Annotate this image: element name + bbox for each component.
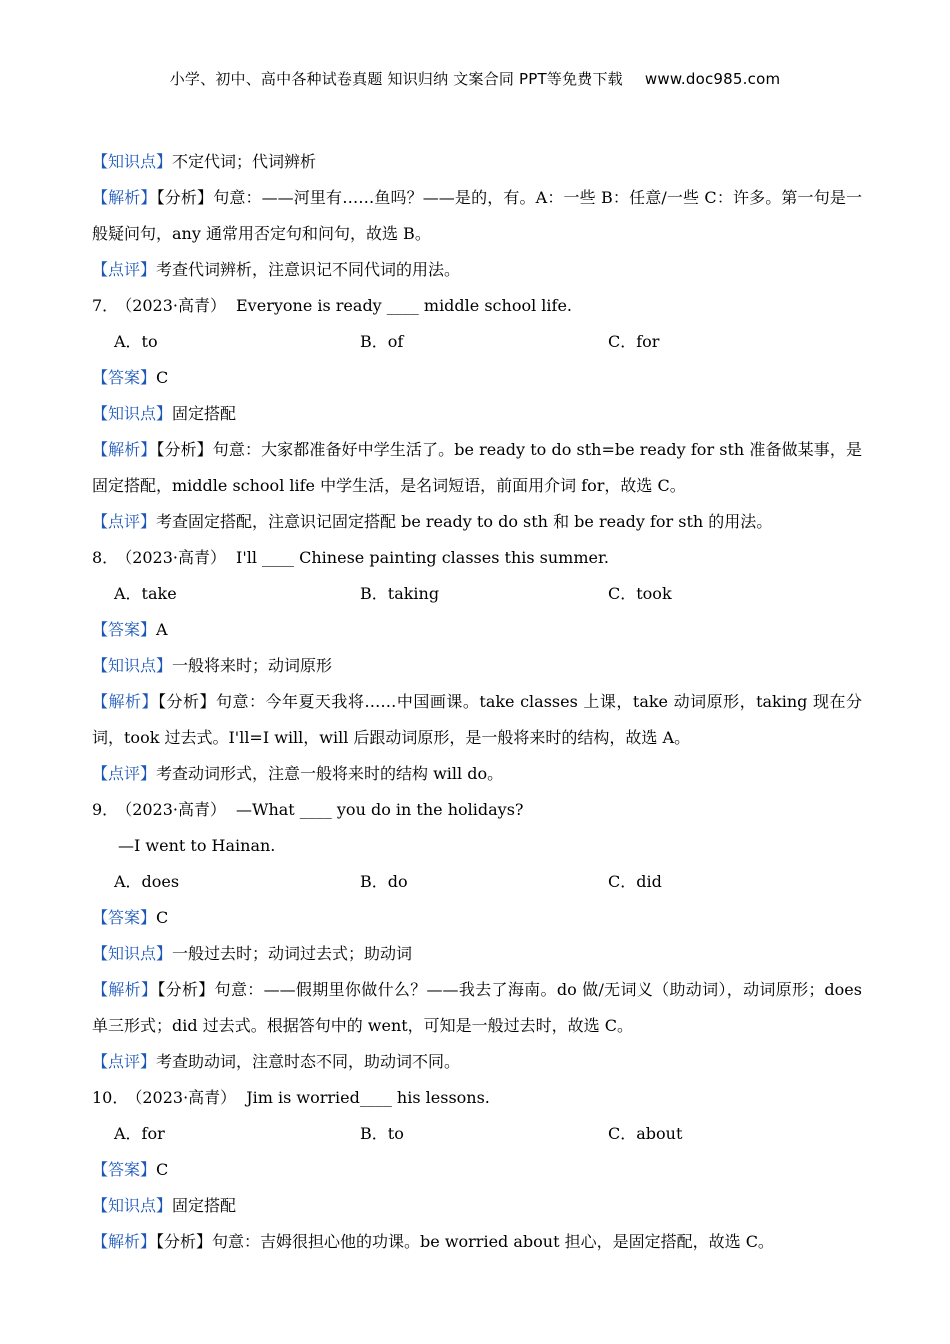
comment-tag: 【点评】 <box>92 260 157 279</box>
q9-options <box>92 864 862 900</box>
q8-analysis: 【解析】【分析】句意：今年夏天我将……中国画课。take classes 上课，take 动词原形，taking 现在分词，took 过去式。I'll=I will，will 后跟动词原形，是一般将来时的结构，故选 A。 <box>92 692 862 747</box>
answer-tag: 【答案】 <box>92 368 157 387</box>
option-a: A．to <box>114 332 158 351</box>
question-9-reply: —I went to Hainan. <box>118 836 276 855</box>
q7-knowledge: 【知识点】固定搭配 <box>92 404 237 423</box>
analysis-tag: 【解析】 <box>92 1232 157 1251</box>
comment-tag: 【点评】 <box>92 1052 157 1071</box>
q7-comment: 【点评】考查固定搭配，注意识记固定搭配 be ready to do sth 和 be ready for sth 的用法。 <box>92 512 773 531</box>
question-8: 8． （2023·高青） I'll ____ Chinese painting classes this summer. <box>92 548 609 567</box>
fenxi-tag: 【分析】 <box>156 440 213 459</box>
prev-analysis: 【解析】【分析】句意：——河里有……鱼吗？——是的，有。A：一些 B：任意/一些 C：许多。第一句是一般疑问句，any 通常用否定句和问句，故选 B。 <box>92 188 862 243</box>
q10-analysis: 【解析】【分析】句意：吉姆很担心他的功课。be worried about 担心，是固定搭配，故选 C。 <box>92 1232 774 1251</box>
question-7: 7． （2023·高青） Everyone is ready ____ middle school life. <box>92 296 572 315</box>
prev-comment: 【点评】考查代词辨析，注意识记不同代词的用法。 <box>92 260 461 279</box>
q10-answer: 【答案】C <box>92 1160 169 1179</box>
fenxi-tag: 【分析】 <box>156 188 214 207</box>
option-c: C．about <box>608 1124 683 1143</box>
q10-knowledge: 【知识点】固定搭配 <box>92 1196 237 1215</box>
q7-options <box>92 324 862 360</box>
header-text: 小学、初中、高中各种试卷真题 知识归纳 文案合同 PPT等免费下载 <box>169 70 623 88</box>
header-url[interactable]: www.doc985.com <box>644 70 781 88</box>
prev-knowledge: 【知识点】不定代词；代词辨析 <box>92 152 317 171</box>
option-a: A．does <box>114 872 180 891</box>
answer-tag: 【答案】 <box>92 620 157 639</box>
document-body <box>92 144 862 1260</box>
q10-options <box>92 1116 862 1152</box>
page-header <box>0 68 950 89</box>
option-b: B．do <box>360 872 408 891</box>
comment-tag: 【点评】 <box>92 512 157 531</box>
q8-answer: 【答案】A <box>92 620 168 639</box>
q9-analysis: 【解析】【分析】句意：——假期里你做什么？——我去了海南。do 做/无词义（助动词），动词原形；does 单三形式；did 过去式。根据答句中的 went，可知是一般过去时，故选 C。 <box>92 980 862 1035</box>
option-a: A．for <box>114 1124 165 1143</box>
fenxi-tag: 【分析】 <box>156 1232 213 1251</box>
q8-knowledge: 【知识点】一般将来时；动词原形 <box>92 656 333 675</box>
q7-answer: 【答案】C <box>92 368 169 387</box>
analysis-tag: 【解析】 <box>92 692 158 711</box>
option-b: B．taking <box>360 584 440 603</box>
answer-tag: 【答案】 <box>92 1160 157 1179</box>
comment-tag: 【点评】 <box>92 764 157 783</box>
fenxi-tag: 【分析】 <box>157 980 215 999</box>
knowledge-tag: 【知识点】 <box>92 404 173 423</box>
option-c: C．took <box>608 584 672 603</box>
knowledge-tag: 【知识点】 <box>92 944 173 963</box>
q9-knowledge: 【知识点】一般过去时；动词过去式；助动词 <box>92 944 413 963</box>
option-b: B．of <box>360 332 404 351</box>
option-c: C．for <box>608 332 660 351</box>
knowledge-tag: 【知识点】 <box>92 152 173 171</box>
analysis-tag: 【解析】 <box>92 188 157 207</box>
knowledge-tag: 【知识点】 <box>92 1196 173 1215</box>
q8-options <box>92 576 862 612</box>
analysis-tag: 【解析】 <box>92 440 157 459</box>
answer-tag: 【答案】 <box>92 908 157 927</box>
question-9: 9． （2023·高青） —What ____ you do in the holidays? <box>92 800 524 819</box>
question-10: 10． （2023·高青） Jim is worried____ his lessons. <box>92 1088 490 1107</box>
analysis-tag: 【解析】 <box>92 980 158 999</box>
option-a: A．take <box>114 584 177 603</box>
option-b: B．to <box>360 1124 404 1143</box>
q7-analysis: 【解析】【分析】句意：大家都准备好中学生活了。be ready to do sth=be ready for sth 准备做某事，是固定搭配，middle school life 中学生活，是名词短语，前面用介词 for，故选 C。 <box>92 440 862 495</box>
q9-answer: 【答案】C <box>92 908 169 927</box>
q8-comment: 【点评】考查动词形式，注意一般将来时的结构 will do。 <box>92 764 504 783</box>
option-c: C．did <box>608 872 662 891</box>
q9-comment: 【点评】考查助动词，注意时态不同，助动词不同。 <box>92 1052 461 1071</box>
knowledge-tag: 【知识点】 <box>92 656 173 675</box>
fenxi-tag: 【分析】 <box>157 692 216 711</box>
